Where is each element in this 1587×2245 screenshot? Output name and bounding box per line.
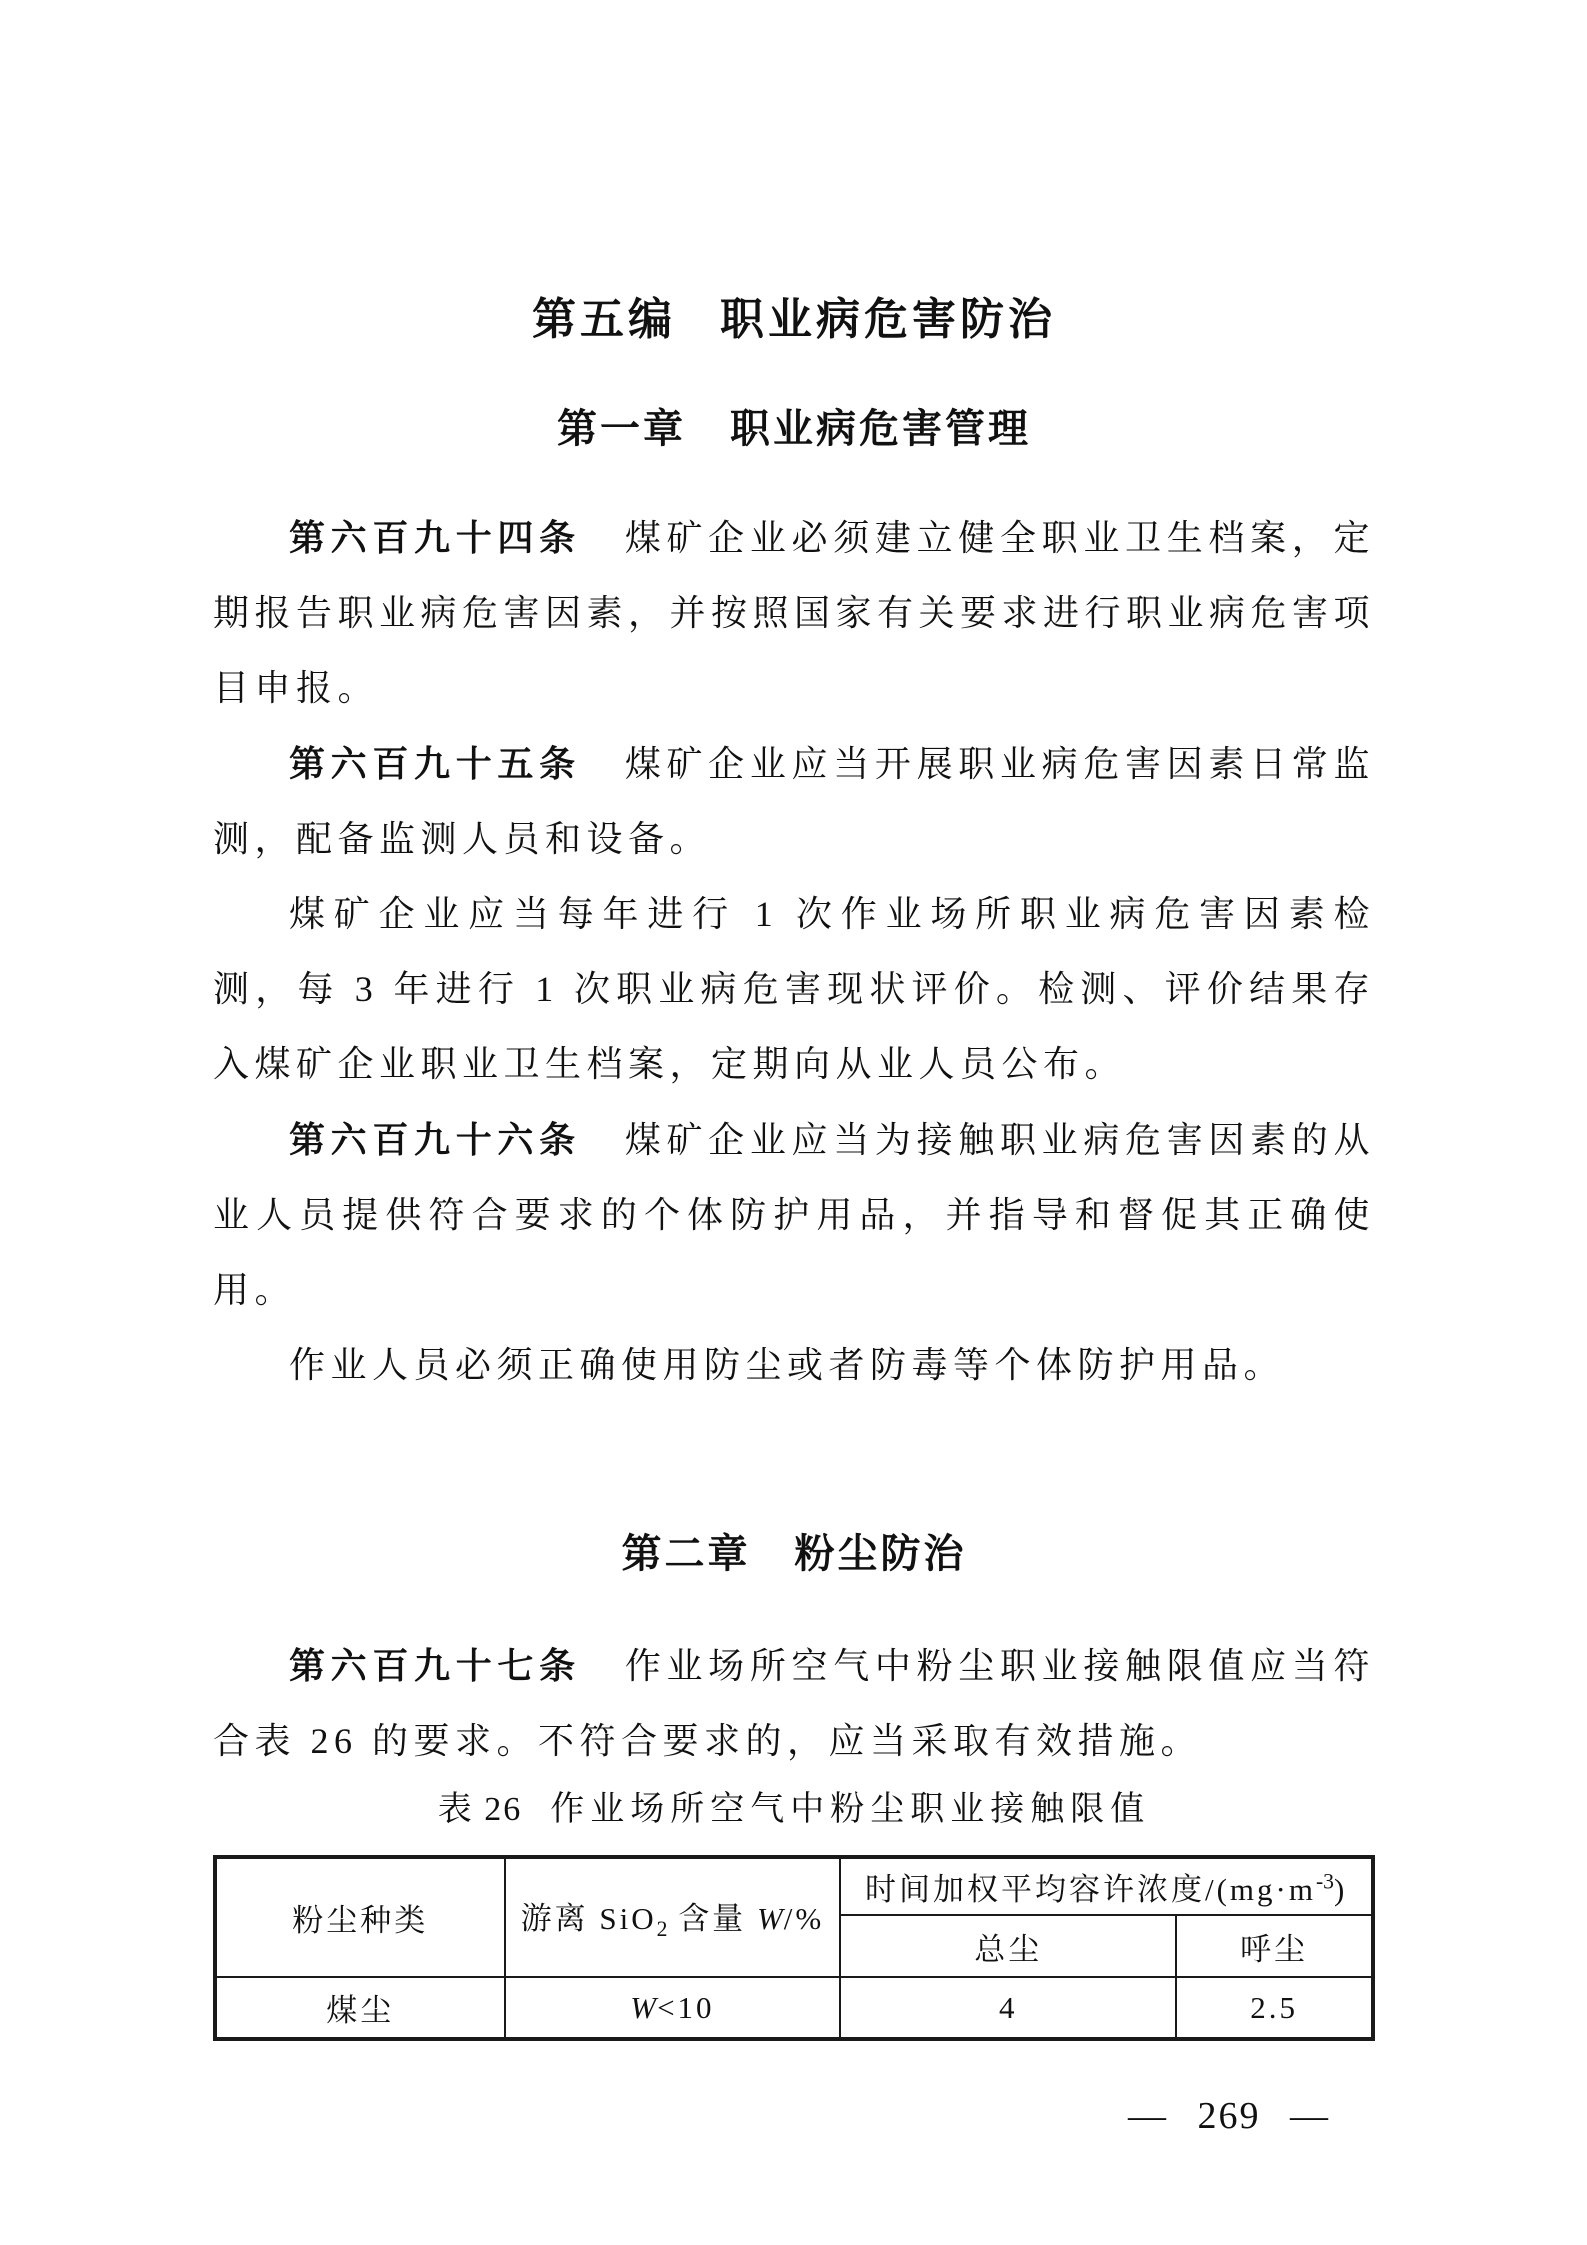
chapter-2-body: [213, 1628, 1375, 1779]
table-row: [215, 1977, 1373, 2039]
cell-respirable-dust-value: [1176, 1977, 1373, 2039]
table-26-caption: [213, 1786, 1375, 1834]
header-sio2-variable: W: [756, 1900, 784, 1936]
cell-dust-type: [215, 1977, 505, 2039]
cell-sio2-variable: W: [630, 1989, 658, 2025]
cell-dust-type-value: 煤尘: [326, 1993, 395, 2028]
chapter-2-heading-label: 第二章: [621, 1532, 751, 1576]
article-697-text: 作业场所空气中粉尘职业接触限值应当符合表 26 的要求。不符合要求的，应当采取有效措施。: [213, 1646, 1375, 1761]
header-sio2-subscript: 2: [656, 1917, 668, 1942]
article-695-paragraph: [213, 726, 1375, 877]
article-695-continued-text: 煤矿企业应当每年进行 1 次作业场所职业病危害因素检测，每 3 年进行 1 次职业病危害现状评价。检测、评价结果存入煤矿企业职业卫生档案，定期向从业人员公布。: [213, 894, 1375, 1084]
article-694-text: 煤矿企业必须建立健全职业卫生档案，定期报告职业病危害因素，并按照国家有关要求进行职业病危害项目申报。: [213, 518, 1376, 708]
article-697-paragraph: [213, 1628, 1375, 1779]
part-heading-label: 第五编: [532, 295, 676, 344]
header-total-dust: [840, 1915, 1176, 1977]
header-twa-concentration: [840, 1857, 1373, 1915]
header-dust-type-label: 粉尘种类: [292, 1903, 429, 1938]
cell-total-dust-number: 4: [998, 1989, 1018, 2025]
header-sio2-post: /%: [783, 1900, 825, 1936]
part-heading-title: 职业病危害防治: [720, 295, 1056, 344]
article-697-number: 第六百九十七条: [289, 1645, 581, 1686]
header-sio2-pre: 游离 SiO: [520, 1900, 657, 1936]
cell-sio2-range: [505, 1977, 841, 2039]
header-twa-pre: 时间加权平均容许浓度/(mg·m: [864, 1872, 1316, 1907]
chapter-1-heading-title: 职业病危害管理: [730, 407, 1031, 451]
cell-total-dust-value: [840, 1977, 1176, 2039]
header-respirable-dust-label: 呼尘: [1240, 1931, 1309, 1967]
table-26-caption-title: 作业场所空气中粉尘职业接触限值: [550, 1791, 1151, 1828]
article-696-number: 第六百九十六条: [289, 1119, 581, 1160]
article-695-continued-paragraph: [213, 877, 1375, 1102]
header-dust-type: [215, 1857, 505, 1977]
chapter-1-heading: [213, 405, 1375, 453]
header-respirable-dust: [1176, 1915, 1373, 1977]
cell-respirable-dust-number: 2.5: [1250, 1989, 1298, 2025]
header-sio2-mid: 含量: [667, 1900, 757, 1936]
cell-sio2-rest: <10: [657, 1989, 715, 2025]
part-heading: [213, 292, 1375, 347]
chapter-1-body: [213, 500, 1375, 1403]
chapter-2-heading-title: 粉尘防治: [794, 1532, 967, 1576]
header-total-dust-label: 总尘: [974, 1931, 1043, 1967]
article-696-text: 煤矿企业应当为接触职业病危害因素的从业人员提供符合要求的个体防护用品，并指导和督促其正确使用。: [213, 1120, 1375, 1310]
article-696-continued-text: 作业人员必须正确使用防尘或者防毒等个体防护用品。: [289, 1345, 1286, 1385]
article-694-number: 第六百九十四条: [289, 517, 581, 558]
chapter-1-heading-label: 第一章: [557, 407, 686, 451]
article-695-number: 第六百九十五条: [289, 743, 581, 784]
article-694-paragraph: [213, 500, 1375, 726]
article-696-continued-paragraph: [213, 1328, 1375, 1403]
table-26-caption-label: 表 26: [437, 1791, 523, 1828]
header-twa-superscript: -3: [1315, 1869, 1335, 1894]
header-twa-post: ): [1334, 1872, 1348, 1907]
chapter-2-heading: [213, 1530, 1375, 1578]
article-696-paragraph: [213, 1102, 1375, 1328]
dust-exposure-limits-table: [213, 1855, 1375, 2041]
header-sio2-content: [505, 1857, 841, 1977]
article-695-text: 煤矿企业应当开展职业病危害因素日常监测，配备监测人员和设备。: [213, 744, 1375, 859]
page-number: — 269 —: [1128, 2095, 1330, 2137]
